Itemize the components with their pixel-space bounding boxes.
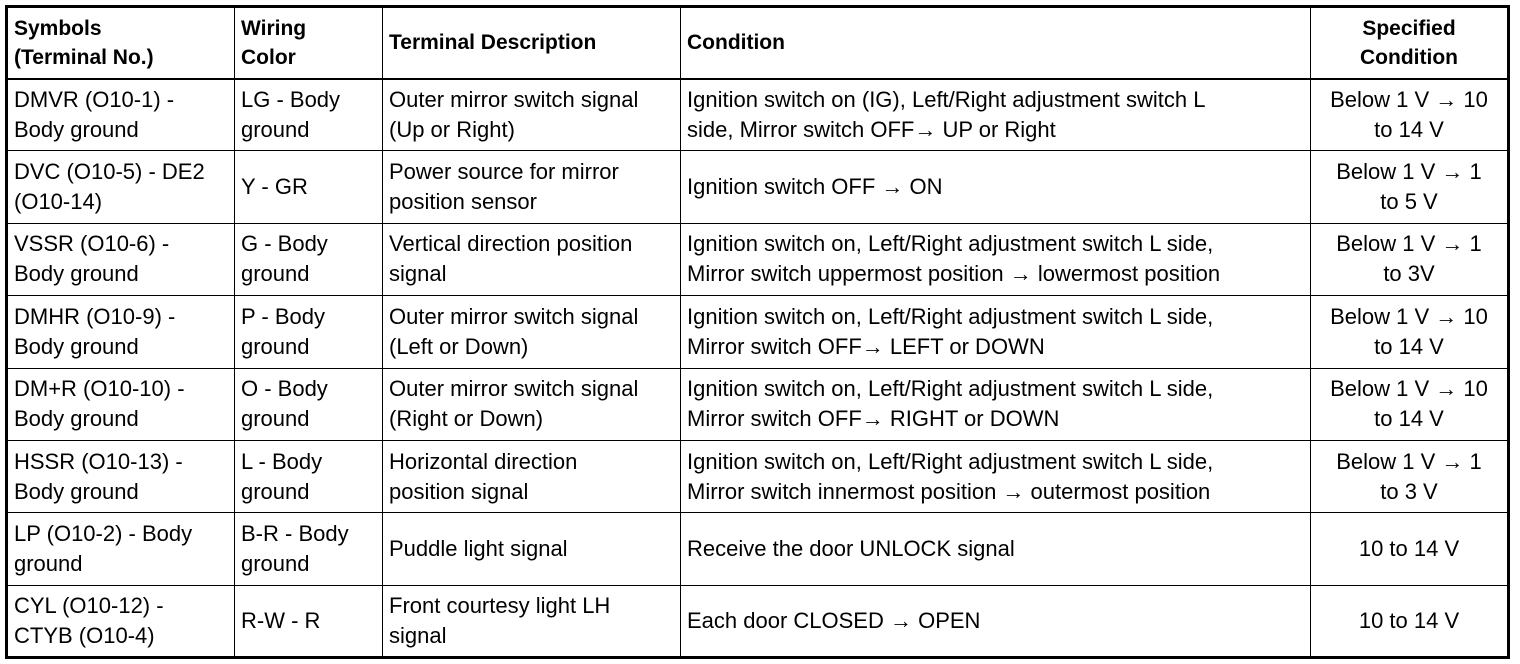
table-row — [7, 585, 1509, 657]
cell-terminal-description: Power source for mirror position sensor — [383, 151, 681, 223]
cell-terminal-description: Outer mirror switch signal (Right or Down) — [383, 368, 681, 440]
cell-condition: Ignition switch on, Left/Right adjustment switch L side, Mirror switch innermost position → outermost position — [681, 440, 1311, 512]
cell-wiring-color: O - Body ground — [235, 368, 383, 440]
header-specified-condition: Specified Condition — [1311, 7, 1509, 79]
header-symbols: Symbols (Terminal No.) — [7, 7, 235, 79]
cell-wiring-color: P - Body ground — [235, 296, 383, 368]
table-row — [7, 223, 1509, 295]
cell-terminal-description: Outer mirror switch signal (Up or Right) — [383, 79, 681, 151]
cell-condition: Each door CLOSED → OPEN — [681, 585, 1311, 657]
cell-wiring-color: L - Body ground — [235, 440, 383, 512]
cell-condition: Ignition switch on, Left/Right adjustment switch L side, Mirror switch OFF→ LEFT or DOWN — [681, 296, 1311, 368]
header-wiring-color: Wiring Color — [235, 7, 383, 79]
cell-condition: Ignition switch on, Left/Right adjustment switch L side, Mirror switch OFF→ RIGHT or DOWN — [681, 368, 1311, 440]
header-terminal-description: Terminal Description — [383, 7, 681, 79]
table-row — [7, 79, 1509, 151]
cell-symbols: DMHR (O10-9) - Body ground — [7, 296, 235, 368]
cell-specified-condition: 10 to 14 V — [1311, 585, 1509, 657]
cell-terminal-description: Front courtesy light LH signal — [383, 585, 681, 657]
cell-terminal-description: Vertical direction position signal — [383, 223, 681, 295]
table-row — [7, 296, 1509, 368]
cell-wiring-color: R-W - R — [235, 585, 383, 657]
cell-symbols: VSSR (O10-6) - Body ground — [7, 223, 235, 295]
terminal-spec-table — [5, 5, 1510, 659]
cell-wiring-color: LG - Body ground — [235, 79, 383, 151]
cell-specified-condition: Below 1 V → 1 to 3 V — [1311, 440, 1509, 512]
cell-specified-condition: 10 to 14 V — [1311, 513, 1509, 585]
table-row — [7, 513, 1509, 585]
table-header-row — [7, 7, 1509, 79]
cell-symbols: LP (O10-2) - Body ground — [7, 513, 235, 585]
cell-condition: Ignition switch OFF → ON — [681, 151, 1311, 223]
cell-symbols: DM+R (O10-10) - Body ground — [7, 368, 235, 440]
cell-specified-condition: Below 1 V → 1 to 5 V — [1311, 151, 1509, 223]
cell-symbols: DMVR (O10-1) - Body ground — [7, 79, 235, 151]
cell-terminal-description: Outer mirror switch signal (Left or Down) — [383, 296, 681, 368]
cell-terminal-description: Puddle light signal — [383, 513, 681, 585]
cell-specified-condition: Below 1 V → 1 to 3V — [1311, 223, 1509, 295]
cell-symbols: DVC (O10-5) - DE2 (O10-14) — [7, 151, 235, 223]
header-condition: Condition — [681, 7, 1311, 79]
cell-symbols: HSSR (O10-13) - Body ground — [7, 440, 235, 512]
table-row — [7, 151, 1509, 223]
cell-condition: Ignition switch on, Left/Right adjustment switch L side, Mirror switch uppermost position → lowermost position — [681, 223, 1311, 295]
cell-wiring-color: G - Body ground — [235, 223, 383, 295]
cell-specified-condition: Below 1 V → 10 to 14 V — [1311, 79, 1509, 151]
cell-condition: Receive the door UNLOCK signal — [681, 513, 1311, 585]
table-row — [7, 440, 1509, 512]
cell-specified-condition: Below 1 V → 10 to 14 V — [1311, 296, 1509, 368]
cell-specified-condition: Below 1 V → 10 to 14 V — [1311, 368, 1509, 440]
cell-condition: Ignition switch on (IG), Left/Right adjustment switch L side, Mirror switch OFF→ UP or Right — [681, 79, 1311, 151]
cell-wiring-color: B-R - Body ground — [235, 513, 383, 585]
cell-wiring-color: Y - GR — [235, 151, 383, 223]
table-row — [7, 368, 1509, 440]
cell-terminal-description: Horizontal direction position signal — [383, 440, 681, 512]
cell-symbols: CYL (O10-12) - CTYB (O10-4) — [7, 585, 235, 657]
